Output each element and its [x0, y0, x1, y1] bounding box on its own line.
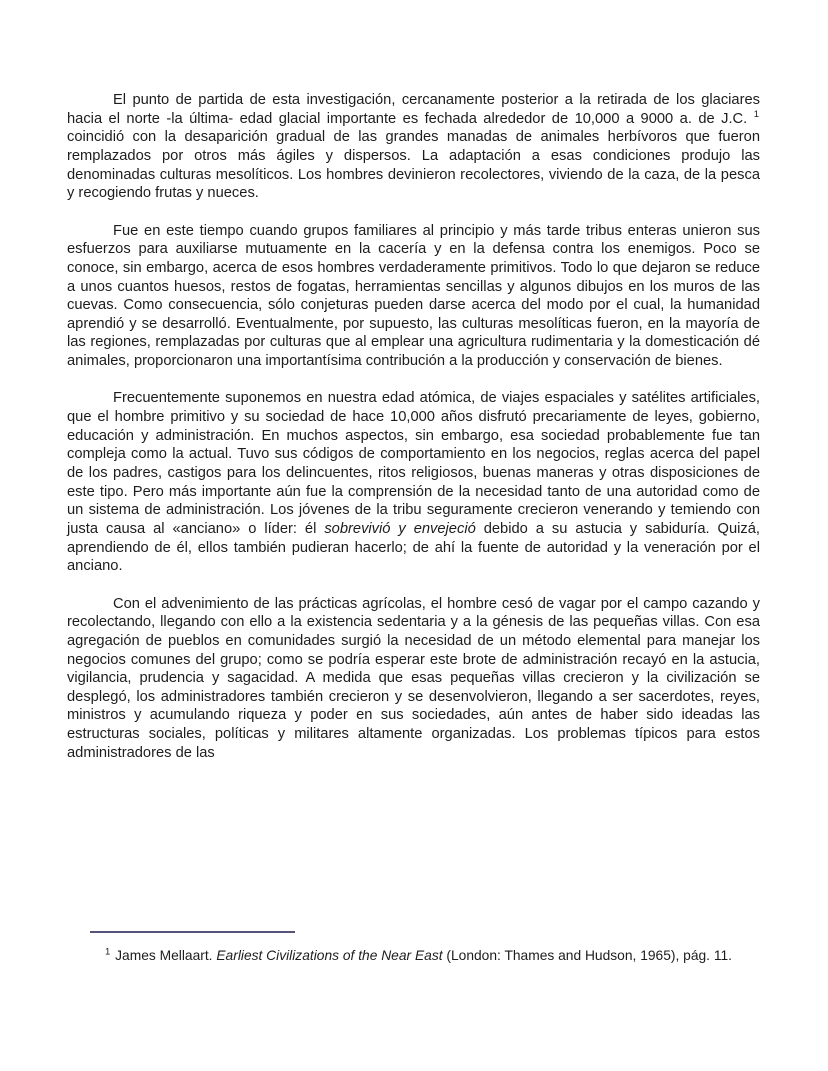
paragraph-1-text-cont: coincidió con la desaparición gradual de las grandes manadas de animales herbívoros que fueron remplazados por otros más ágiles y dispersos. La adaptación a esas condiciones produjo las denominadas culturas mesolíticos. Los hombres devinieron recolectores, viviendo de la caza, de la pesca y recogiendo frutas y nueces. — [67, 129, 760, 202]
footnote-1 — [67, 947, 760, 965]
paragraph-1 — [67, 91, 760, 203]
paragraph-4 — [67, 595, 760, 763]
paragraph-3-text-cont: debido a su astucia y sabiduría. Quizá, aprendiendo de él, ellos también pudieran hacerlo; de ahí la fuente de autoridad y la veneración por el anciano. — [67, 520, 760, 575]
paragraph-3 — [67, 389, 760, 576]
paragraph-3-text: Frecuentemente suponemos en nuestra edad atómica, de viajes espaciales y satélites artificiales, que el hombre primitivo y su sociedad de hace 10,000 años disfrutó precariamente de leyes, gobierno, educación y administración. En muchos aspectos, sin embargo, esa sociedad probablemente fue tan compleja como la actual. Tuvo sus códigos de comportamiento en los negocios, reglas acerca del papel de los padres, castigos para los delincuentes, ritos religiosos, buenas maneras y otras disposiciones de este tipo. Pero más importante aún fue la comprensión de la necesidad tanto de una autoridad como de un sistema de administración. Los jóvenes de la tribu seguramente crecieron venerando y temiendo con justa causa al «anciano» o líder: él — [67, 390, 760, 537]
body-text-block — [67, 91, 760, 762]
footnote-1-publication: (London: Thames and Hudson, 1965), pág. 11. — [442, 947, 732, 963]
footnote-1-marker: 1 — [105, 946, 112, 958]
paragraph-2-text: Fue en este tiempo cuando grupos familiares al principio y más tarde tribus enteras unieron sus esfuerzos para auxiliarse mutuamente en la cacería y en la defensa contra los enemigos. Poco se conoce, sin embargo, acerca de esos hombres verdaderamente primitivos. Todo lo que dejaron se reduce a unos cuantos huesos, restos de fogatas, herramientas sencillas y algunos dibujos en los muros de las cuevas. Como consecuencia, sólo conjeturas pueden darse acerca del modo por el cual, la humanidad aprendió y se desarrolló. Eventualmente, por supuesto, las culturas mesolíticas fueron, en la mayoría de las regiones, remplazadas por culturas que al emplear una agricultura rudimentaria y la domesticación dé animales, proporcionaron una importantísima contribución a la producción y conservación de bienes. — [67, 222, 760, 370]
paragraph-1-text: El punto de partida de esta investigación, cercanamente posterior a la retirada de los glaciares hacia el norte -la última- edad glacial importante es fechada alrededor de 10,000 a 9000 a. de J.C. — [67, 92, 760, 127]
paragraph-4-text: Con el advenimiento de las prácticas agrícolas, el hombre cesó de vagar por el campo cazando y recolectando, llegando con ello a la existencia sedentaria y a la génesis de las pequeñas villas. Con esa agregación de pueblos en comunidades surgió la necesidad de un método elemental para manejar los negocios comunes del grupo; como se podría esperar este brote de administración recayó en la astucia, vigilancia, prudencia y sagacidad. A medida que esas pequeñas villas crecieron y la civilización se desplegó, los administradores también crecieron y se desenvolvieron, llegando a ser sacerdotes, reyes, ministros y acumulando riqueza y poder en sus sociedades, aún antes de haber sido ideadas las estructuras sociales, políticas y militares altamente organizadas. Los problemas típicos para estos administradores de las — [67, 595, 760, 761]
footnote-separator-rule — [90, 931, 295, 933]
paragraph-3-italic-phrase: sobrevivió y envejeció — [324, 520, 476, 537]
footnote-reference-1: 1 — [753, 108, 760, 120]
paragraph-2 — [67, 222, 760, 371]
footnote-1-author: James Mellaart. — [111, 947, 217, 963]
footnote-area — [67, 931, 760, 978]
footnote-1-book-title: Earliest Civilizations of the Near East — [216, 947, 443, 963]
